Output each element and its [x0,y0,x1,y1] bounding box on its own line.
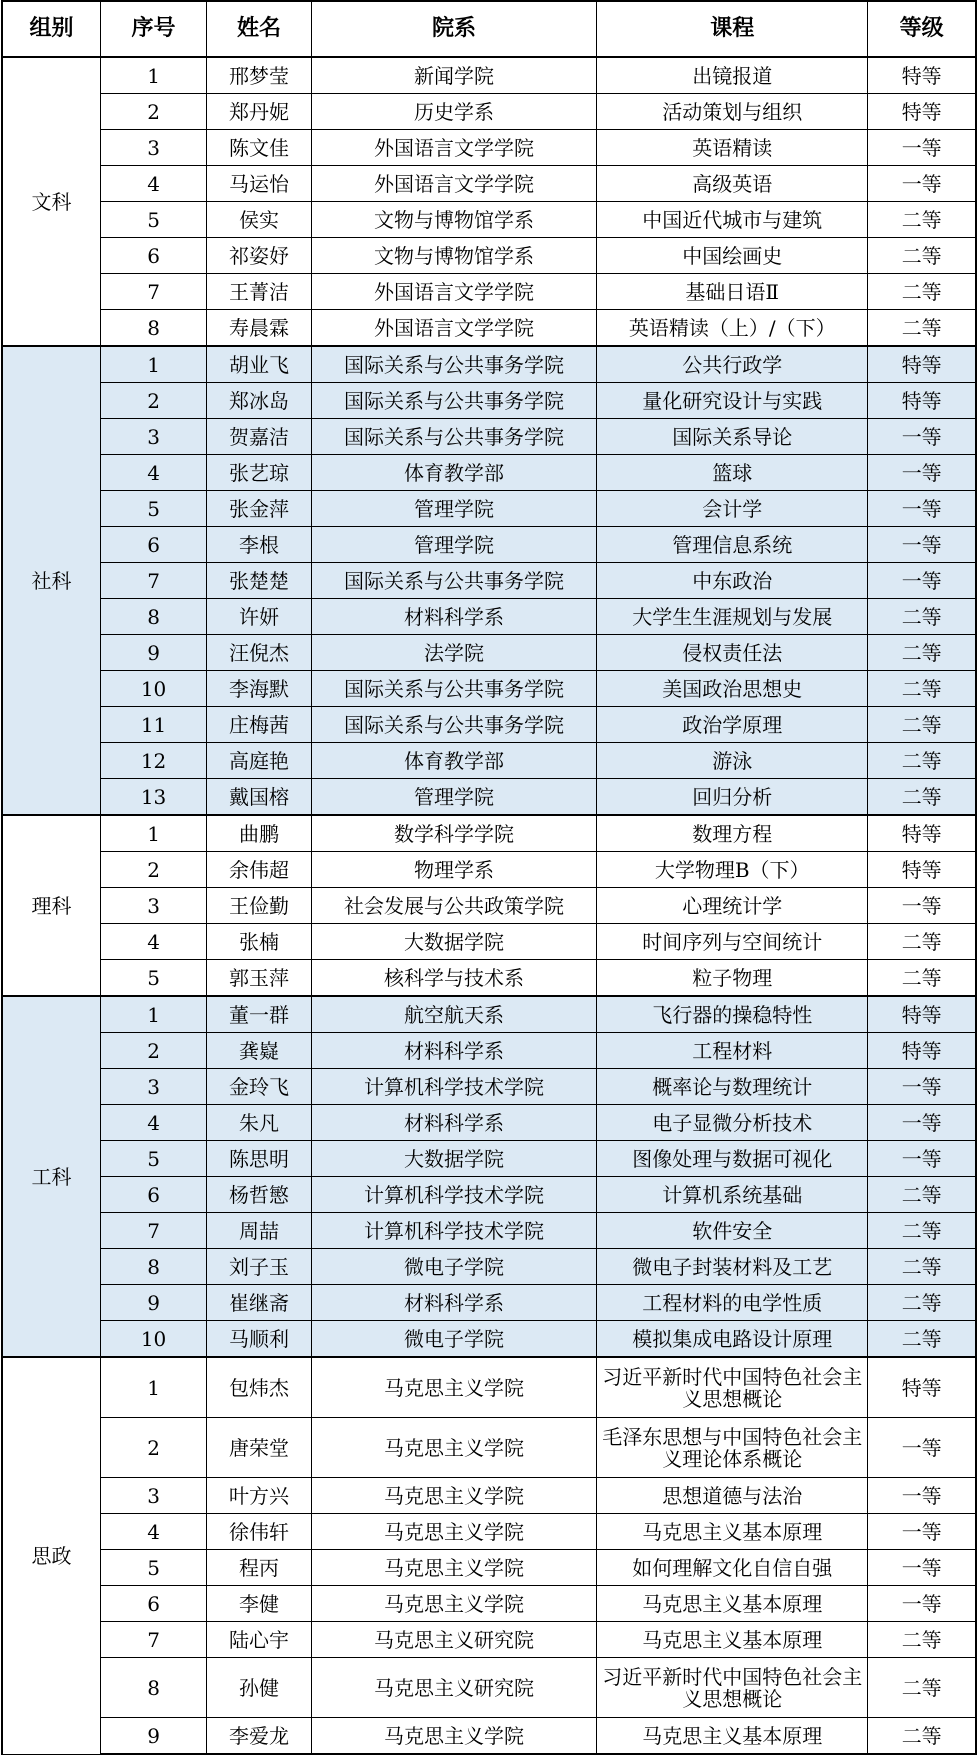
award-table [1,0,977,1755]
department-cell: 马克思主义学院 [311,1586,596,1622]
table-row [2,1514,976,1550]
course-cell: 侵权责任法 [597,635,868,671]
name-cell: 杨哲慜 [207,1177,312,1213]
course-cell: 大学物理B（下） [597,852,868,888]
grade-cell: 二等 [868,779,976,816]
table-row [2,924,976,960]
table-row [2,383,976,419]
grade-cell: 二等 [868,924,976,960]
department-cell: 计算机科学技术学院 [311,1177,596,1213]
course-cell: 如何理解文化自信自强 [597,1550,868,1586]
number-cell: 2 [101,94,207,130]
name-cell: 郑丹妮 [207,94,312,130]
course-cell: 思想道德与法治 [597,1478,868,1514]
number-cell: 1 [101,57,207,94]
course-cell: 粒子物理 [597,960,868,997]
grade-cell: 一等 [868,491,976,527]
grade-cell: 二等 [868,1249,976,1285]
table-row [2,1213,976,1249]
course-cell: 马克思主义基本原理 [597,1718,868,1755]
department-cell: 马克思主义学院 [311,1718,596,1755]
name-cell: 王菁洁 [207,274,312,310]
table-row [2,1478,976,1514]
department-cell: 微电子学院 [311,1249,596,1285]
course-cell: 时间序列与空间统计 [597,924,868,960]
department-cell: 新闻学院 [311,57,596,94]
name-cell: 李爱龙 [207,1718,312,1755]
grade-cell: 一等 [868,419,976,455]
number-cell: 13 [101,779,207,816]
grade-cell: 特等 [868,852,976,888]
course-cell: 管理信息系统 [597,527,868,563]
name-cell: 唐荣堂 [207,1418,312,1478]
number-cell: 9 [101,1718,207,1755]
grade-cell: 特等 [868,815,976,852]
grade-cell: 二等 [868,238,976,274]
number-cell: 3 [101,1478,207,1514]
name-cell: 郭玉萍 [207,960,312,997]
department-cell: 管理学院 [311,527,596,563]
department-cell: 法学院 [311,635,596,671]
department-cell: 外国语言文学学院 [311,310,596,347]
table-row [2,888,976,924]
name-cell: 李根 [207,527,312,563]
name-cell: 包炜杰 [207,1357,312,1418]
grade-cell: 二等 [868,743,976,779]
department-cell: 外国语言文学学院 [311,166,596,202]
grade-cell: 二等 [868,274,976,310]
name-cell: 马运怡 [207,166,312,202]
number-cell: 1 [101,1357,207,1418]
table-row [2,527,976,563]
name-cell: 叶方兴 [207,1478,312,1514]
department-cell: 国际关系与公共事务学院 [311,383,596,419]
number-cell: 2 [101,383,207,419]
number-cell: 4 [101,455,207,491]
name-cell: 王俭勤 [207,888,312,924]
grade-cell: 一等 [868,1105,976,1141]
course-cell: 图像处理与数据可视化 [597,1141,868,1177]
grade-cell: 特等 [868,346,976,383]
number-cell: 8 [101,310,207,347]
course-cell: 美国政治思想史 [597,671,868,707]
department-cell: 文物与博物馆学系 [311,238,596,274]
table-row [2,1622,976,1658]
number-cell: 11 [101,707,207,743]
name-cell: 张楠 [207,924,312,960]
number-cell: 4 [101,166,207,202]
header-course: 课程 [597,1,868,57]
grade-cell: 一等 [868,166,976,202]
table-row [2,671,976,707]
department-cell: 计算机科学技术学院 [311,1069,596,1105]
table-row [2,1249,976,1285]
number-cell: 4 [101,1514,207,1550]
department-cell: 计算机科学技术学院 [311,1213,596,1249]
number-cell: 5 [101,1550,207,1586]
course-cell: 工程材料 [597,1033,868,1069]
name-cell: 程丙 [207,1550,312,1586]
grade-cell: 一等 [868,1069,976,1105]
course-cell: 习近平新时代中国特色社会主义思想概论 [597,1357,868,1418]
table-row [2,599,976,635]
name-cell: 崔继斋 [207,1285,312,1321]
department-cell: 马克思主义研究院 [311,1658,596,1718]
name-cell: 曲鹏 [207,815,312,852]
grade-cell: 一等 [868,563,976,599]
number-cell: 12 [101,743,207,779]
table-row [2,635,976,671]
table-row [2,1033,976,1069]
grade-cell: 特等 [868,1357,976,1418]
course-cell: 中国绘画史 [597,238,868,274]
department-cell: 文物与博物馆学系 [311,202,596,238]
group-cell: 理科 [2,815,101,996]
number-cell: 10 [101,1321,207,1358]
grade-cell: 二等 [868,671,976,707]
name-cell: 高庭艳 [207,743,312,779]
department-cell: 体育教学部 [311,743,596,779]
number-cell: 5 [101,202,207,238]
name-cell: 侯实 [207,202,312,238]
table-row [2,1586,976,1622]
table-row [2,743,976,779]
name-cell: 金玲飞 [207,1069,312,1105]
name-cell: 张楚楚 [207,563,312,599]
table-row [2,419,976,455]
course-cell: 英语精读（上）/（下） [597,310,868,347]
department-cell: 国际关系与公共事务学院 [311,419,596,455]
department-cell: 外国语言文学学院 [311,130,596,166]
table-row [2,1418,976,1478]
course-cell: 高级英语 [597,166,868,202]
grade-cell: 特等 [868,94,976,130]
name-cell: 许妍 [207,599,312,635]
name-cell: 祁姿妤 [207,238,312,274]
department-cell: 社会发展与公共政策学院 [311,888,596,924]
name-cell: 陈文佳 [207,130,312,166]
number-cell: 5 [101,960,207,997]
course-cell: 马克思主义基本原理 [597,1622,868,1658]
number-cell: 1 [101,346,207,383]
name-cell: 戴国榕 [207,779,312,816]
course-cell: 概率论与数理统计 [597,1069,868,1105]
course-cell: 出镜报道 [597,57,868,94]
department-cell: 微电子学院 [311,1321,596,1358]
course-cell: 大学生生涯规划与发展 [597,599,868,635]
header-grade: 等级 [868,1,976,57]
name-cell: 董一群 [207,996,312,1033]
department-cell: 物理学系 [311,852,596,888]
table-row [2,779,976,816]
course-cell: 电子显微分析技术 [597,1105,868,1141]
department-cell: 马克思主义学院 [311,1418,596,1478]
grade-cell: 一等 [868,1418,976,1478]
course-cell: 公共行政学 [597,346,868,383]
name-cell: 胡业飞 [207,346,312,383]
name-cell: 寿晨霖 [207,310,312,347]
department-cell: 马克思主义学院 [311,1514,596,1550]
table-row [2,563,976,599]
name-cell: 李健 [207,1586,312,1622]
course-cell: 毛泽东思想与中国特色社会主义理论体系概论 [597,1418,868,1478]
course-cell: 活动策划与组织 [597,94,868,130]
number-cell: 2 [101,1033,207,1069]
name-cell: 孙健 [207,1658,312,1718]
grade-cell: 一等 [868,1514,976,1550]
course-cell: 心理统计学 [597,888,868,924]
number-cell: 7 [101,1622,207,1658]
number-cell: 3 [101,130,207,166]
grade-cell: 一等 [868,527,976,563]
header-department: 院系 [311,1,596,57]
name-cell: 龚嶷 [207,1033,312,1069]
department-cell: 管理学院 [311,491,596,527]
department-cell: 国际关系与公共事务学院 [311,707,596,743]
grade-cell: 一等 [868,888,976,924]
table-row [2,1105,976,1141]
department-cell: 大数据学院 [311,924,596,960]
grade-cell: 一等 [868,1478,976,1514]
name-cell: 徐伟轩 [207,1514,312,1550]
number-cell: 3 [101,419,207,455]
name-cell: 朱凡 [207,1105,312,1141]
table-row [2,1550,976,1586]
department-cell: 材料科学系 [311,1285,596,1321]
table-row [2,815,976,852]
department-cell: 马克思主义学院 [311,1357,596,1418]
grade-cell: 二等 [868,1718,976,1755]
course-cell: 政治学原理 [597,707,868,743]
table-row [2,57,976,94]
table-row [2,1177,976,1213]
number-cell: 10 [101,671,207,707]
table-row [2,1285,976,1321]
name-cell: 余伟超 [207,852,312,888]
department-cell: 体育教学部 [311,455,596,491]
grade-cell: 特等 [868,57,976,94]
grade-cell: 二等 [868,202,976,238]
table-row [2,130,976,166]
course-cell: 飞行器的操稳特性 [597,996,868,1033]
table-row [2,1357,976,1418]
table-row [2,1718,976,1755]
number-cell: 9 [101,1285,207,1321]
table-row [2,960,976,997]
department-cell: 国际关系与公共事务学院 [311,671,596,707]
number-cell: 3 [101,888,207,924]
department-cell: 材料科学系 [311,1033,596,1069]
name-cell: 邢梦莹 [207,57,312,94]
name-cell: 郑冰岛 [207,383,312,419]
name-cell: 张艺琼 [207,455,312,491]
group-cell: 文科 [2,57,101,346]
table-row [2,455,976,491]
header-name: 姓名 [207,1,312,57]
number-cell: 7 [101,274,207,310]
grade-cell: 一等 [868,130,976,166]
grade-cell: 特等 [868,383,976,419]
department-cell: 国际关系与公共事务学院 [311,563,596,599]
name-cell: 刘子玉 [207,1249,312,1285]
department-cell: 航空航天系 [311,996,596,1033]
department-cell: 外国语言文学学院 [311,274,596,310]
table-row [2,1141,976,1177]
table-row [2,996,976,1033]
grade-cell: 一等 [868,455,976,491]
number-cell: 5 [101,491,207,527]
course-cell: 软件安全 [597,1213,868,1249]
grade-cell: 二等 [868,1177,976,1213]
number-cell: 4 [101,924,207,960]
grade-cell: 特等 [868,1033,976,1069]
course-cell: 马克思主义基本原理 [597,1514,868,1550]
department-cell: 马克思主义学院 [311,1478,596,1514]
course-cell: 量化研究设计与实践 [597,383,868,419]
number-cell: 6 [101,238,207,274]
number-cell: 4 [101,1105,207,1141]
name-cell: 汪倪杰 [207,635,312,671]
table-row [2,166,976,202]
course-cell: 回归分析 [597,779,868,816]
header-row [2,1,976,57]
grade-cell: 二等 [868,1658,976,1718]
table-body [2,57,976,1754]
table-row [2,1658,976,1718]
number-cell: 9 [101,635,207,671]
header-group: 组别 [2,1,101,57]
grade-cell: 二等 [868,310,976,347]
table-row [2,707,976,743]
department-cell: 数学科学学院 [311,815,596,852]
grade-cell: 一等 [868,1586,976,1622]
department-cell: 马克思主义研究院 [311,1622,596,1658]
number-cell: 8 [101,1249,207,1285]
header-number: 序号 [101,1,207,57]
group-cell: 社科 [2,346,101,815]
number-cell: 3 [101,1069,207,1105]
number-cell: 2 [101,852,207,888]
course-cell: 基础日语Ⅱ [597,274,868,310]
name-cell: 庄梅茜 [207,707,312,743]
course-cell: 习近平新时代中国特色社会主义思想概论 [597,1658,868,1718]
department-cell: 大数据学院 [311,1141,596,1177]
number-cell: 2 [101,1418,207,1478]
department-cell: 历史学系 [311,94,596,130]
grade-cell: 二等 [868,1213,976,1249]
number-cell: 7 [101,1213,207,1249]
grade-cell: 二等 [868,960,976,997]
course-cell: 国际关系导论 [597,419,868,455]
grade-cell: 二等 [868,707,976,743]
course-cell: 中国近代城市与建筑 [597,202,868,238]
number-cell: 6 [101,527,207,563]
grade-cell: 一等 [868,1141,976,1177]
table-row [2,1069,976,1105]
table-row [2,94,976,130]
number-cell: 1 [101,996,207,1033]
number-cell: 8 [101,1658,207,1718]
table-row [2,238,976,274]
course-cell: 中东政治 [597,563,868,599]
group-cell: 工科 [2,996,101,1357]
grade-cell: 一等 [868,1550,976,1586]
table-row [2,1321,976,1358]
table-row [2,274,976,310]
grade-cell: 特等 [868,996,976,1033]
department-cell: 国际关系与公共事务学院 [311,346,596,383]
department-cell: 核科学与技术系 [311,960,596,997]
name-cell: 马顺利 [207,1321,312,1358]
table-row [2,310,976,347]
course-cell: 马克思主义基本原理 [597,1586,868,1622]
course-cell: 模拟集成电路设计原理 [597,1321,868,1358]
grade-cell: 二等 [868,599,976,635]
department-cell: 管理学院 [311,779,596,816]
number-cell: 6 [101,1177,207,1213]
table-row [2,491,976,527]
course-cell: 数理方程 [597,815,868,852]
table-row [2,202,976,238]
name-cell: 周喆 [207,1213,312,1249]
course-cell: 计算机系统基础 [597,1177,868,1213]
grade-cell: 二等 [868,1321,976,1358]
department-cell: 材料科学系 [311,599,596,635]
table-row [2,852,976,888]
course-cell: 英语精读 [597,130,868,166]
number-cell: 1 [101,815,207,852]
number-cell: 7 [101,563,207,599]
number-cell: 6 [101,1586,207,1622]
department-cell: 材料科学系 [311,1105,596,1141]
group-cell: 思政 [2,1357,101,1754]
name-cell: 李海默 [207,671,312,707]
name-cell: 张金萍 [207,491,312,527]
name-cell: 贺嘉洁 [207,419,312,455]
number-cell: 5 [101,1141,207,1177]
department-cell: 马克思主义学院 [311,1550,596,1586]
number-cell: 8 [101,599,207,635]
grade-cell: 二等 [868,635,976,671]
course-cell: 微电子封装材料及工艺 [597,1249,868,1285]
course-cell: 篮球 [597,455,868,491]
name-cell: 陈思明 [207,1141,312,1177]
course-cell: 游泳 [597,743,868,779]
course-cell: 工程材料的电学性质 [597,1285,868,1321]
grade-cell: 二等 [868,1285,976,1321]
course-cell: 会计学 [597,491,868,527]
name-cell: 陆心宇 [207,1622,312,1658]
table-row [2,346,976,383]
grade-cell: 二等 [868,1622,976,1658]
